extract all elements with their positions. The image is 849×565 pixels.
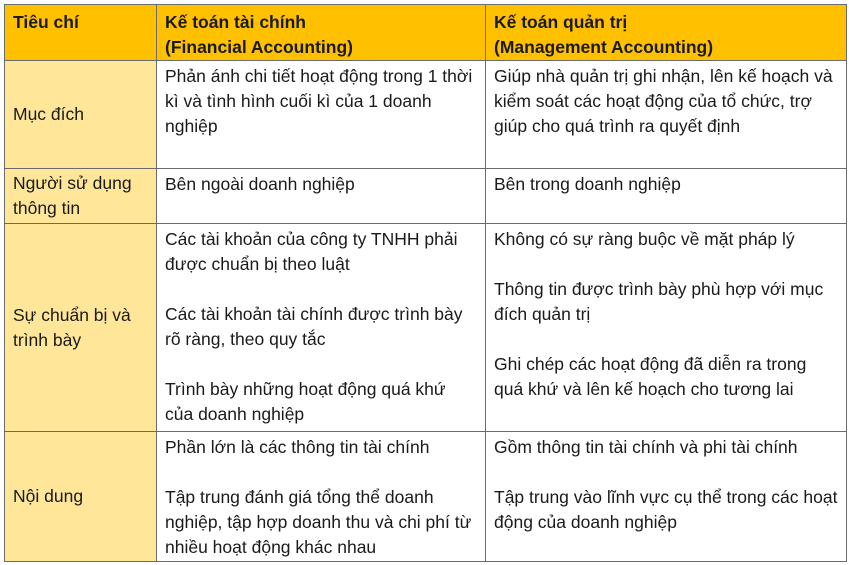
cell-text: Tập trung vào lĩnh vực cụ thể trong các hoạt động của doanh nghiệp [494,487,838,532]
financial-cell [157,432,486,562]
table-row [5,224,847,432]
management-cell [486,169,847,224]
header-financial [157,5,486,61]
cell-text: Bên trong doanh nghiệp [494,174,681,194]
criterion-cell [5,432,157,562]
header-criterion [5,5,157,61]
financial-cell [157,61,486,169]
header-management-subtitle: (Management Accounting) [494,37,714,57]
table-row [5,432,847,562]
cell-text: Phần lớn là các thông tin tài chính [165,437,430,457]
criterion-label: Mục đích [13,104,84,124]
table-row [5,61,847,169]
cell-text: Giúp nhà quản trị ghi nhận, lên kế hoạch và kiểm soát các hoạt động của tổ chức, trợ giúp cho quá trình ra quyết định [494,66,833,136]
criterion-label: Sự chuẩn bị và trình bày [13,304,131,350]
cell-text: Phản ánh chi tiết hoạt động trong 1 thời kì và tình hình cuối kì của 1 doanh nghiệp [165,66,473,136]
header-management-title: Kế toán quản trị [494,12,628,32]
cell-text: Không có sự ràng buộc về mặt pháp lý [494,229,795,249]
header-management [486,5,847,61]
cell-text: Gồm thông tin tài chính và phi tài chính [494,437,798,457]
cell-text: Trình bày những hoạt động quá khứ của doanh nghiệp [165,379,446,424]
cell-text: Bên ngoài doanh nghiệp [165,174,355,194]
management-cell [486,432,847,562]
criterion-label: Người sử dụng thông tin [13,173,132,218]
comparison-table [4,4,847,562]
criterion-label: Nội dung [13,486,84,506]
cell-text: Các tài khoản tài chính được trình bày rõ ràng, theo quy tắc [165,304,463,349]
cell-text: Tập trung đánh giá tổng thể doanh nghiệp, tập hợp doanh thu và chi phí từ nhiều hoạt động khác nhau [165,487,472,557]
header-financial-subtitle: (Financial Accounting) [165,37,353,57]
criterion-cell [5,61,157,169]
criterion-cell [5,169,157,224]
cell-text: Ghi chép các hoạt động đã diễn ra trong quá khứ và lên kế hoạch cho tương lai [494,354,807,399]
cell-text: Thông tin được trình bày phù hợp với mục đích quản trị [494,279,824,324]
criterion-cell [5,224,157,432]
header-financial-title: Kế toán tài chính [165,12,306,32]
management-cell [486,61,847,169]
header-criterion-label: Tiêu chí [13,12,79,32]
financial-cell [157,224,486,432]
cell-text: Các tài khoản của công ty TNHH phải được chuẩn bị theo luật [165,229,458,274]
header-row [5,5,847,61]
table-row [5,169,847,224]
management-cell [486,224,847,432]
financial-cell [157,169,486,224]
